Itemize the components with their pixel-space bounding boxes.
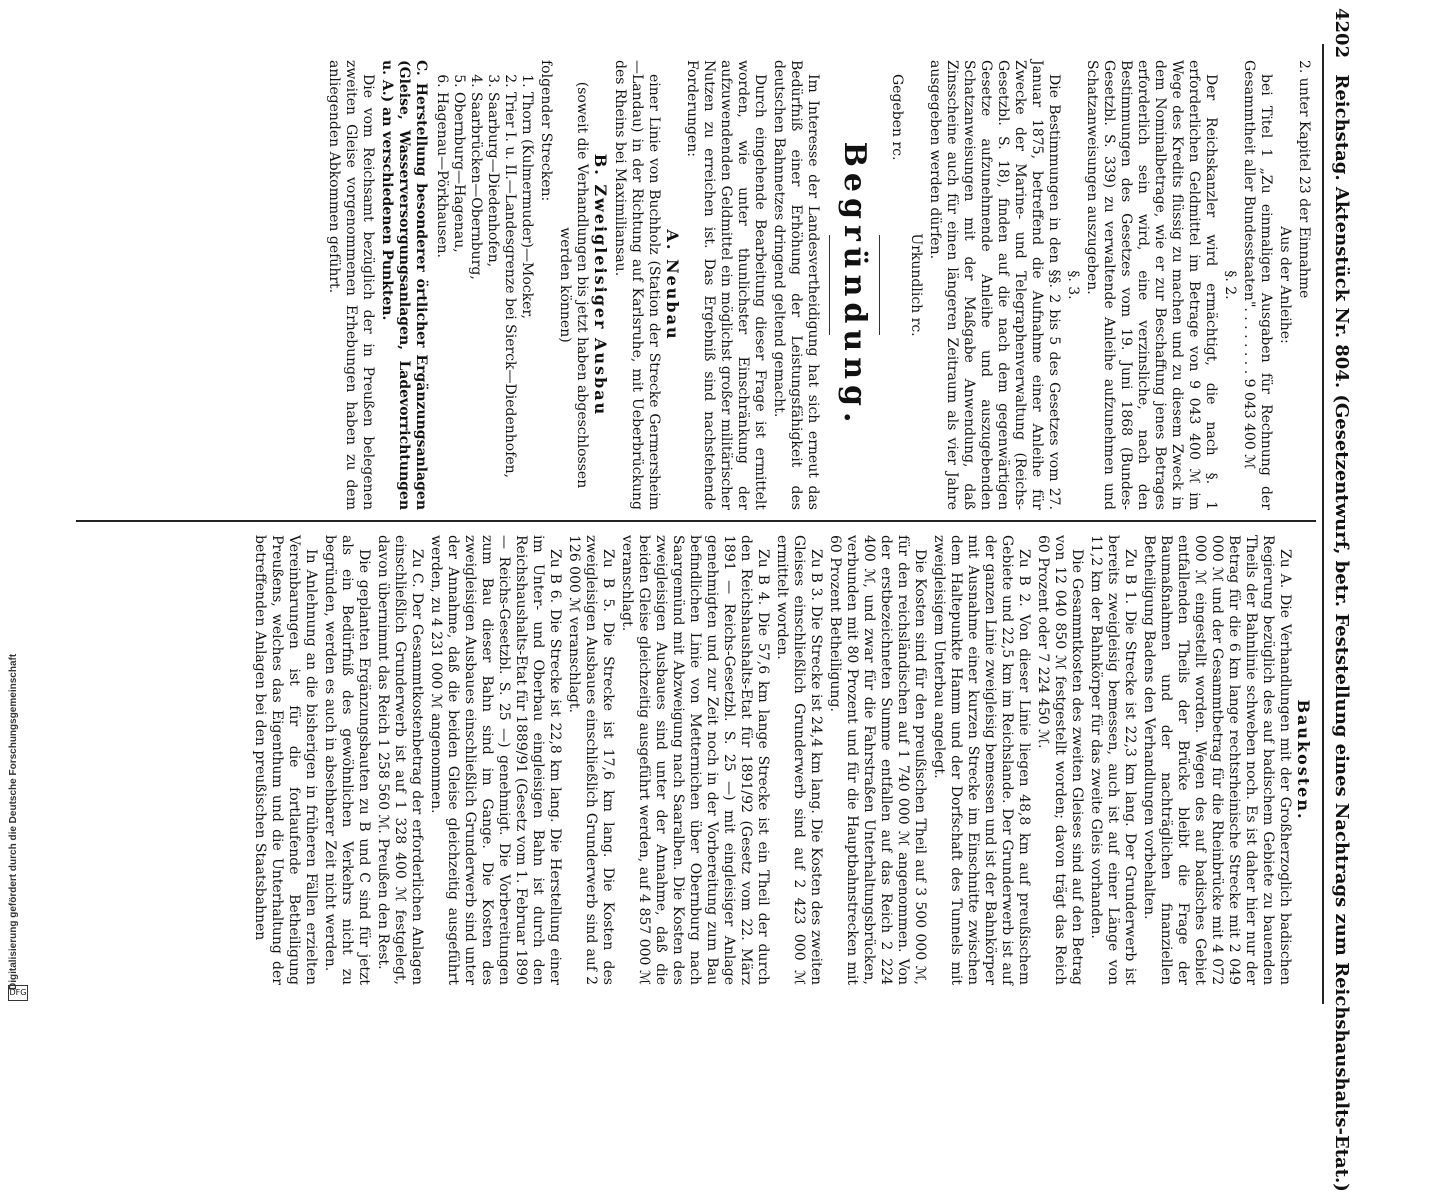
left-column [323,60,1312,510]
section-c-title: C. Herstellung besonderer örtlicher Ergänzungsanlagen (Gleise, Wasserversorgungsanlagen, Ladevorrichtungen u. A.) an verschiedenen Punkten. [379,60,429,510]
list-item: 3. Saarburg—Diedenhofen, [484,92,501,510]
list-item: 1. Thorn (Kulmermuder)—Mocker, [518,92,535,510]
line-titel-1: bei Titel 1 „Zu einmaligen Ausgaben für Rechnung der Gesammtheit aller Bundesstaaten". . . . . . . . 9 043 400 ℳ [1241,60,1274,510]
tail-p2: In Anlehnung an die bisherigen in früheren Fällen erzielten Vereinbarungen ist für die fortlaufende Betheiligung Preußens, welches das Eigenthum und die Unterhaltung der betreffenden Anlagen bei den preußischen Staatsbahnen [252,535,319,985]
column-divider [76,520,1316,522]
zu-b1-p2: Die Gesammtkosten des zweiten Gleises sind auf den Betrag von 12 040 850 ℳ festgestellt worden; davon trägt das Reich 60 Prozent oder 7 224 450 ℳ. [1035,535,1085,985]
zu-b6: Zu B 6. Die Strecke ist 22,8 km lang. Die Herstellung einer im Unter- und Oberbau eingleisigen Bahn ist durch den Reichshaushalts-Etat für 1889/91 (Gesetz vom 1. Februar 1890 — Reichs-Gesetzbl. S. 25 —) genehmigt. Die Vorbereitungen zum Bau dieser Bahn sind im Gange. Die Kosten des zweigleisigen Ausbaues einschließlich Grunderwerb sind unter der Annahme, daß die beiden Gleise gleichzeitig ausgeführt werden, zu 4 231 000 ℳ angenommen. [428,535,563,985]
zu-a: Zu A. Die Verhandlungen mit der Großherzoglich badischen Regierung bezüglich des auf badischem Gebiete zu bauenden Theils der Bahnlinie schweben noch. Es ist daher hier nur der Betrag für die 6 km lange rechtsrheinische Strecke mit 2 049 000 ℳ und der Gesammtbetrag für die Rheinbrücke mit 4 072 000 ℳ eingestellt worden. Wegen des auf badisches Gebiet entfallenden Theils der Brücke bleibt die Frage der Baumaßnahmen und der nachträglichen finanziellen Betheiligung Badens den Verhandlungen vorbehalten. [1141,535,1293,985]
begruendung-p1: Im Interesse der Landesvertheidigung hat sich erneut das Bedürfniß einer Erhöhung der Leistungsfähigkeit des deutschen Bahnnetzes dringend geltend gemacht. [771,60,821,510]
section-b-list [433,60,535,510]
dfg-logo: DFG [8,985,28,1001]
list-item: 2. Trier I. u. II.—Landesgrenze bei Sierck—Diedenhofen, [501,92,518,510]
begruendung-heading: Begründung. [837,141,872,429]
header-rule [1322,44,1324,1004]
zu-b1: Zu B 1. Die Strecke ist 22,3 km lang. Der Grunderwerb ist bereits zweigleisig bemessen, auch ist auf einer Länge von 11,2 km der Bahnkörper für das zweite Gleis vorhanden. [1088,535,1138,985]
section-2-title: §. 2. [1222,270,1238,300]
list-item: 5. Obernburg—Hagenau, [450,92,467,510]
divider [879,235,880,335]
gegeben: Gegeben rc. [889,74,905,161]
digitization-note: Digitalisierung gefördert durch die Deutsche Forschungsgemeinschaft [8,653,19,990]
baukosten-heading: Baukosten. [1294,699,1313,821]
section-b-lead: folgender Strecken: [538,60,554,202]
list-item: 6. Hagenau—Pörkhausen. [433,92,450,510]
header-title: Reichstag. Aktenstück Nr. 804. (Gesetzentwurf, betr. Feststellung eines Nachtrags zum Reichshaushalts-Etat.) [1331,74,1352,1192]
tail-p1: Die geplanten Ergänzungsbauten zu B und C sind für jetzt als ein Bedürfniß des gewöhnlichen Verkehrs nicht zu begründen, werden es auch in absehbarer Zeit nicht werden. [322,535,372,985]
section-b-title: B. Zweigleisiger Ausbau [591,153,610,417]
urkundlich: Urkundlich rc. [908,233,924,337]
section-2-text: Der Reichskanzler wird ermächtigt, die nach §. 1 erforderlichen Geldmittel im Betrage von 9 043 400 ℳ im Wege des Kredits flüssig zu machen und zu diesem Zweck in dem Nominalbetrage, wie er zur Beschaffung jenes Betrages erforderlich sein wird, eine verzinsliche, nach den Bestimmungen des Gesetzes vom 19. Juni 1868 (Bundes-Gesetzbl. S. 339) zu verwaltende Anleihe aufzunehmen und Schatzanweisungen auszugeben. [1084,60,1219,510]
page-header [1322,8,1352,1192]
section-c-text: Die vom Reichsamt bezüglich der in Preußen belegenen zweiten Gleise vorgenommenen Erhebungen haben zu dem anliegenden Abkommen geführt. [326,60,376,510]
zu-b2: Zu B 2. Von dieser Linie liegen 48,8 km auf preußischem Gebiete und 22,5 km im Reichslande. Der Grunderwerb ist auf der ganzen Linie zweigleisig bemessen und ist der Bahnkörper mit Ausnahme einer kurzen Strecke im Einschnitte zwischen dem Haltepunkte Hamm und der Dorfschaft des Tunnels mit zweigleisigem Unterbau angelegt. [931,535,1032,985]
page-number: 4202 [1331,8,1352,59]
zu-c: Zu C. Der Gesammtkostenbetrag der erforderlichen Anlagen einschließlich Grunderwerb ist auf 1 328 400 ℳ festgelegt, davon übernimmt das Reich 1 258 560 ℳ. Preußen den Rest. [375,535,425,985]
right-column [249,535,1312,985]
section-b-sub: (soweit die Verhandlungen bis jetzt haben abgeschlossen werden können) [557,81,590,489]
section-a-text: einer Linie von Buchholz (Station der Strecke Germersheim—Landau) in der Richtung auf Karlsruhe, mit Ueberbrückung des Rheins bei Maximiliansau. [612,60,662,510]
list-item: 4. Saarbrücken—Obernburg, [467,92,484,510]
divider [829,235,830,335]
zu-b2-p2: Die Kosten sind für den preußischen Theil auf 3 500 000 ℳ, für den reichsländischen auf 1 740 000 ℳ angenommen. Von der erstbezeichneten Summe entfallen auf das Reich 2 224 400 ℳ, und zwar für die Fahrstraßen Unterhaltungsbrücken, verbunden mit 80 Prozent und für die Hauptbahnstrecken mit 60 Prozent Betheiligung. [827,535,928,985]
zu-b4: Zu B 4. Die 57,6 km lange Strecke ist ein Theil der durch den Reichshaushalts-Etat für 1891/92 (Gesetz vom 22. März 1891 — Reichs-Gesetzbl. S. 25 —) mit eingleisiger Anlage genehmigten und zur Zeit noch in der Vorbereitung zum Bau befindlichen Linie von Metternichen über Obernburg nach Saargemünd mit Abzweigung nach Saaralben. Die Kosten des zweigleisigen Ausbaues sind unter der Annahme, daß die beiden Gleise gleichzeitig ausgeführt werden, auf 4 857 000 ℳ veranschlagt. [619,535,771,985]
section-3-text: Die Bestimmungen in den §§. 2 bis 5 des Gesetzes vom 27. Januar 1875, betreffend die Aufnahme einer Anleihe für Zwecke der Marine- und Telegraphenverwaltung (Reichs-Gesetzbl. S. 18), finden auf die nach dem gegenwärtigen Gesetze aufzunehmende Anleihe und auszugebenden Schatzanweisungen mit der Maßgabe Anwendung, daß Zinsscheine auch für einen längeren Zeitraum als vier Jahre ausgegeben werden dürfen. [927,60,1062,510]
zu-b3: Zu B 3. Die Strecke ist 24,4 km lang. Die Kosten des zweiten Gleises einschließlich Grunderwerb sind auf 2 423 000 ℳ ermittelt worden. [774,535,824,985]
section-a-title: A. Neubau [663,229,682,341]
zu-b5: Zu B 5. Die Strecke ist 17,6 km lang. Die Kosten des zweigleisigen Ausbaues einschließlich Grunderwerb sind auf 2 126 000 ℳ veranschlagt. [566,535,616,985]
line-aus-anleihe: Aus der Anleihe: [1277,226,1293,344]
begruendung-p2: Durch eingehende Bearbeitung dieser Frage ist ermittelt worden, wie unter thunlichster Einschränkung der aufzuwendenden Geldmittel ein möglichst großer militärischer Nutzen zu erreichen ist. Das Ergebniß sind nachstehende Forderungen: [684,60,768,510]
section-3-title: §. 3. [1065,270,1081,300]
line-unter-kapitel: 2. unter Kapitel 23 der Einnahme [1296,60,1312,299]
